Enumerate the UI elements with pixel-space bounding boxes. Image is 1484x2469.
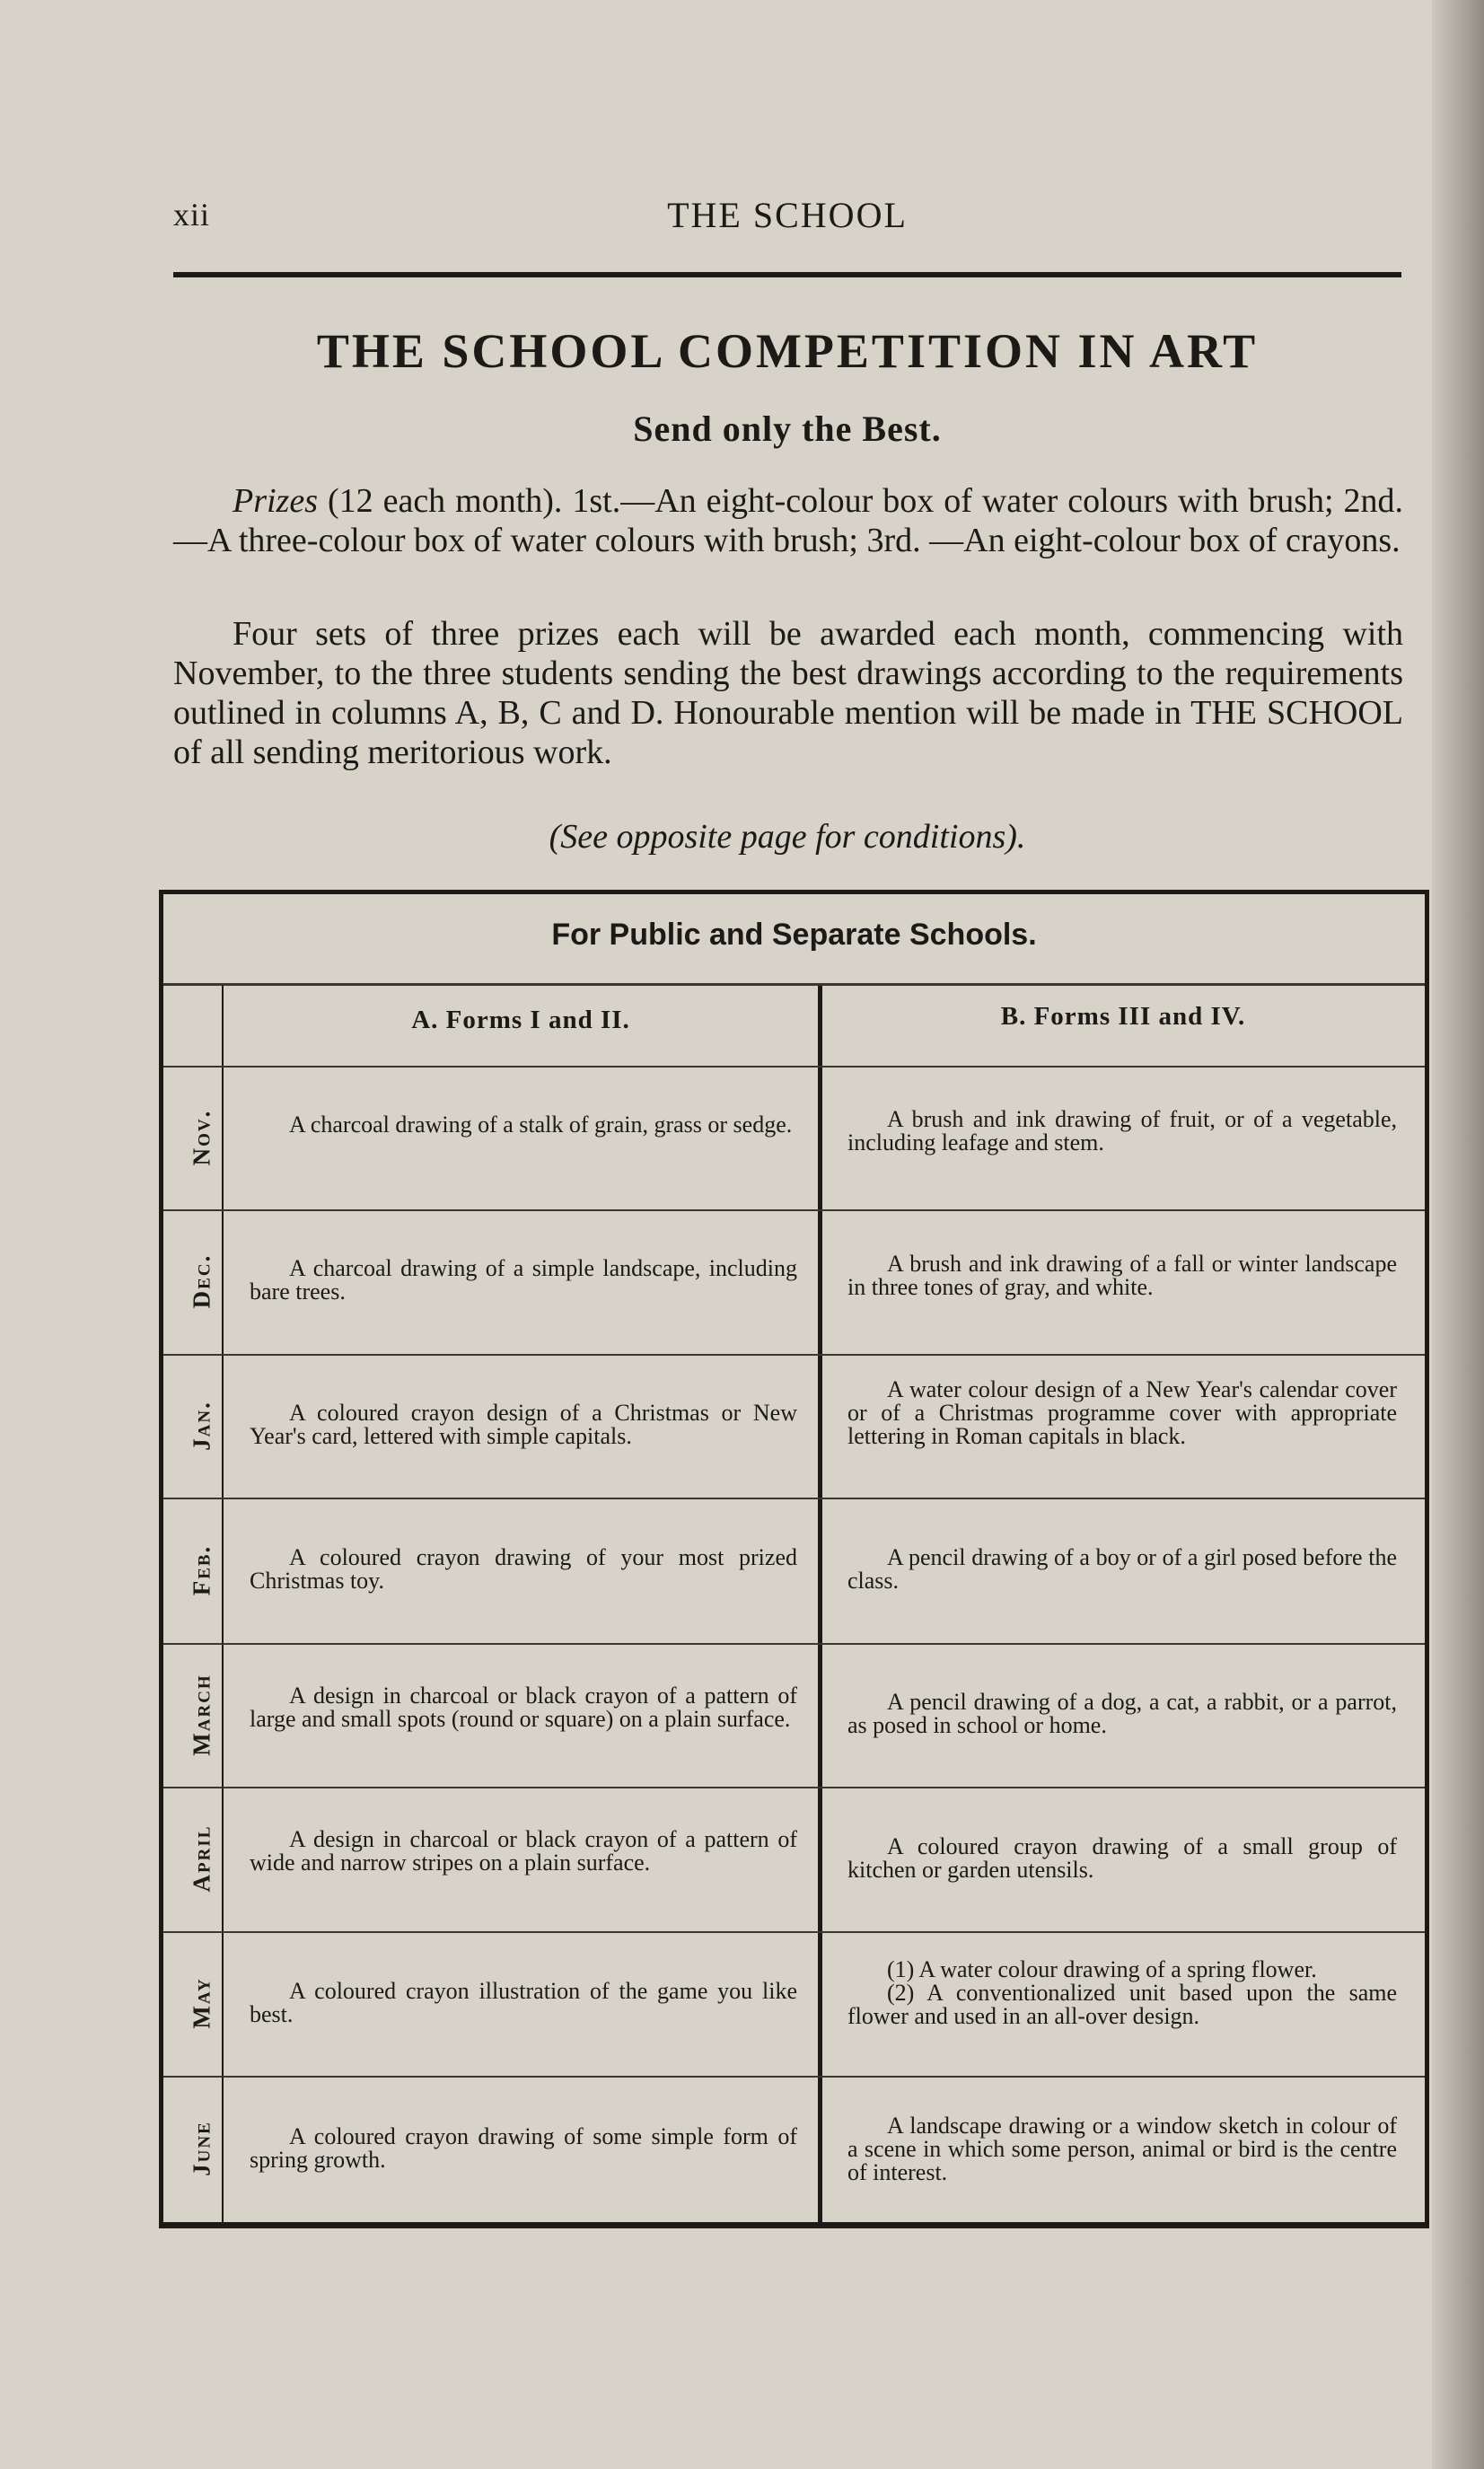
cell-feb-a: A coloured crayon drawing of your most prized Christmas toy. bbox=[250, 1544, 797, 1594]
month-label-feb: Feb. bbox=[188, 1544, 215, 1596]
article-title: THE SCHOOL COMPETITION IN ART bbox=[316, 324, 1259, 378]
cell-may-b-part1: (1) A water colour drawing of a spring flower. bbox=[887, 1956, 1317, 1982]
row-rule bbox=[163, 1209, 1425, 1211]
row-rule bbox=[163, 1787, 1425, 1788]
cell-dec-a: A charcoal drawing of a simple landscape, including bare trees. bbox=[250, 1255, 797, 1305]
cell-june-a: A coloured crayon drawing of some simple form of spring growth. bbox=[250, 2123, 797, 2173]
cell-jan-b: A water colour design of a New Year's calendar cover or of a Christmas programme cover with appropriate lettering in Roman capitals in black. bbox=[847, 1376, 1397, 1449]
see-opposite-note: (See opposite page for conditions). bbox=[549, 818, 1026, 856]
article-subtitle: Send only the Best. bbox=[633, 409, 942, 449]
page-edge-shadow bbox=[1432, 0, 1484, 2469]
folio-page-number: xii bbox=[173, 197, 211, 233]
month-label-june: June bbox=[188, 2121, 215, 2176]
page-header bbox=[173, 189, 1401, 242]
month-label-may: May bbox=[188, 1977, 215, 2029]
cell-april-b: A coloured crayon drawing of a small group of kitchen or garden utensils. bbox=[847, 1833, 1397, 1883]
prizes-label: Prizes bbox=[233, 482, 318, 520]
prizes-paragraph bbox=[173, 481, 1403, 560]
header-rule bbox=[173, 272, 1401, 277]
cell-may-b-part2: (2) A conventionalized unit based upon the same flower and used in an all-over design. bbox=[847, 1980, 1397, 2029]
header-row-rule bbox=[163, 1066, 1425, 1068]
row-rule bbox=[163, 1931, 1425, 1933]
row-rule bbox=[163, 2076, 1425, 2078]
month-label-dec: Dec. bbox=[188, 1253, 215, 1309]
row-rule bbox=[163, 1354, 1425, 1356]
column-divider bbox=[818, 986, 822, 2226]
cell-april-a: A design in charcoal or black crayon of a pattern of wide and narrow stripes on a plain surface. bbox=[250, 1826, 797, 1876]
month-column-divider bbox=[222, 986, 224, 2226]
cell-march-b: A pencil drawing of a dog, a cat, a rabbit, or a parrot, as posed in school or home. bbox=[847, 1689, 1397, 1738]
month-label-nov: Nov. bbox=[188, 1109, 215, 1166]
running-head: THE SCHOOL bbox=[667, 195, 908, 235]
cell-jan-a: A coloured crayon design of a Christmas or New Year's card, lettered with simple capitals. bbox=[250, 1400, 797, 1449]
cell-may-b bbox=[847, 1958, 1397, 2028]
column-a-header: A. Forms I and II. bbox=[411, 1006, 630, 1034]
rules-text: Four sets of three prizes each will be awarded each month, commencing with November, to the three students sending the best drawings according to the requirements outlined in columns A, B, C and D. Honourable mention will be made in THE SCHOOL of all sending meritorious work. bbox=[173, 615, 1403, 771]
month-label-march: March bbox=[188, 1674, 215, 1756]
rules-paragraph bbox=[173, 614, 1403, 772]
month-label-jan: Jan. bbox=[188, 1401, 215, 1451]
cell-june-b: A landscape drawing or a window sketch in colour of a scene in which some person, animal or bird is the centre of interest. bbox=[847, 2113, 1397, 2185]
month-label-april: April bbox=[188, 1824, 215, 1893]
cell-may-a: A coloured crayon illustration of the game you like best. bbox=[250, 1978, 797, 2027]
prizes-text: (12 each month). 1st.—An eight-colour box of water colours with brush; 2nd.—A three-colour box of water colours with brush; 3rd. —An eight-colour box of crayons. bbox=[173, 482, 1403, 559]
table-title-rule bbox=[163, 983, 1425, 986]
cell-march-a: A design in charcoal or black crayon of a pattern of large and small spots (round or square) on a plain surface. bbox=[250, 1683, 797, 1732]
row-rule bbox=[163, 1498, 1425, 1499]
cell-dec-b: A brush and ink drawing of a fall or winter landscape in three tones of gray, and white. bbox=[847, 1251, 1397, 1300]
cell-nov-b: A brush and ink drawing of fruit, or of a vegetable, including leafage and stem. bbox=[847, 1106, 1397, 1155]
column-b-header: B. Forms III and IV. bbox=[1000, 1002, 1246, 1031]
cell-nov-a: A charcoal drawing of a stalk of grain, grass or sedge. bbox=[289, 1111, 793, 1138]
row-rule bbox=[163, 1643, 1425, 1645]
table-title: For Public and Separate Schools. bbox=[551, 918, 1037, 952]
cell-feb-b: A pencil drawing of a boy or of a girl posed before the class. bbox=[847, 1544, 1397, 1594]
